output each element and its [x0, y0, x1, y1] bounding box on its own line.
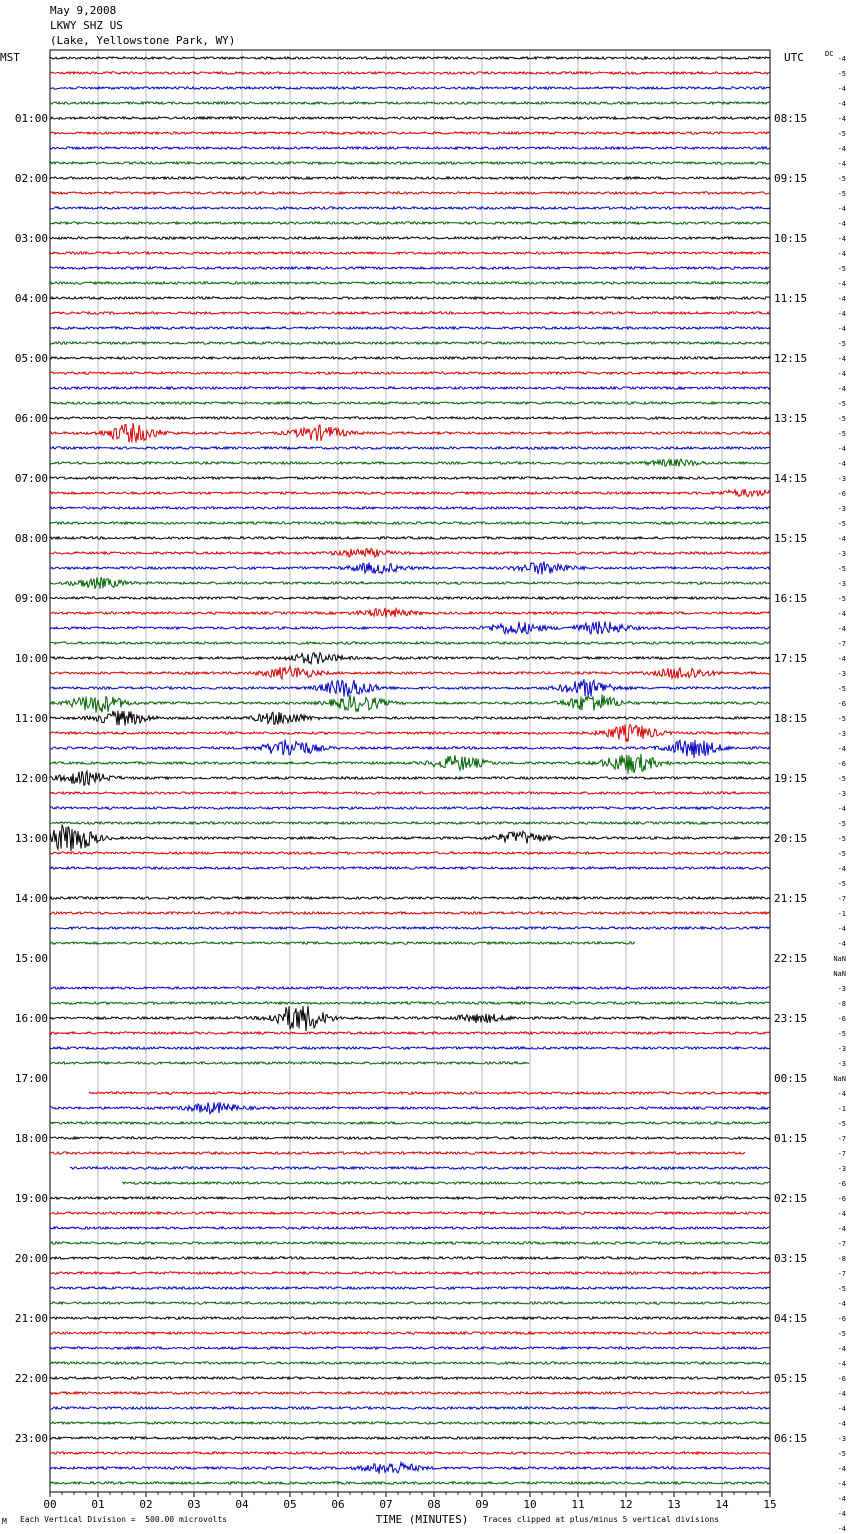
dc-offset-label: -3 [837, 790, 846, 798]
trace-line [50, 507, 770, 509]
dc-offset-label: -5 [837, 835, 846, 843]
x-tick-label: 14 [715, 1498, 729, 1511]
trace-line [50, 447, 770, 449]
title-date: May 9,2008 [50, 4, 117, 17]
trace-line [122, 1182, 770, 1184]
trace-line [50, 222, 770, 224]
dc-offset-label: -4 [837, 160, 846, 168]
dc-offset-label: -3 [837, 730, 846, 738]
dc-offset-label: -4 [837, 1225, 846, 1233]
dc-offset-label: -5 [837, 430, 846, 438]
trace-line [50, 1287, 770, 1289]
trace-line [50, 1102, 770, 1114]
trace-line [50, 695, 770, 713]
dc-offset-label: -4 [837, 385, 846, 393]
dc-offset-label: -5 [837, 880, 846, 888]
title-station: LKWY SHZ US [50, 19, 123, 32]
dc-offset-label: -3 [837, 1045, 846, 1053]
dc-offset-label: -4 [837, 1345, 846, 1353]
dc-offset-label: -4 [837, 865, 846, 873]
trace-line [50, 987, 770, 989]
trace-line [50, 1482, 770, 1484]
dc-offset-label: -3 [837, 550, 846, 558]
dc-offset-label: -5 [837, 340, 846, 348]
trace-line [50, 942, 770, 944]
trace-line [50, 327, 770, 329]
hour-label-utc: 21:15 [774, 892, 808, 905]
dc-offset-label: -4 [837, 655, 846, 663]
trace-line [50, 87, 770, 89]
dc-offset-label: -3 [837, 1165, 846, 1173]
trace-line [50, 867, 770, 869]
trace-line [50, 597, 770, 599]
trace-line [50, 608, 770, 618]
dc-offset-label: -4 [837, 235, 846, 243]
trace-line [50, 102, 770, 104]
dc-offset-label: -5 [837, 70, 846, 78]
dc-offset-label: -5 [837, 130, 846, 138]
hour-label-mst: 03:00 [14, 232, 48, 245]
hour-label-mst: 22:00 [14, 1372, 48, 1385]
left-zone-label: MST [0, 51, 20, 64]
dc-offset-label: -4 [837, 355, 846, 363]
hour-label-utc: 10:15 [774, 232, 808, 245]
hour-label-utc: 02:15 [774, 1192, 808, 1205]
trace-line [50, 549, 770, 558]
dc-offset-label: -1 [837, 1105, 846, 1113]
trace-line [50, 267, 770, 269]
trace-line [50, 357, 770, 359]
dc-offset-label: -5 [837, 1450, 846, 1458]
trace-line [50, 825, 770, 852]
trace-line [50, 423, 770, 443]
trace-line [50, 1463, 770, 1474]
dc-label: DC [825, 50, 834, 58]
dc-offset-label: -7 [837, 1240, 846, 1248]
trace-line [50, 1437, 770, 1439]
trace-line [50, 897, 770, 899]
hour-label-utc: 18:15 [774, 712, 808, 725]
dc-offset-label: -4 [837, 1420, 846, 1428]
trace-line [50, 57, 770, 59]
footer-scale-note: Each Vertical Division = 500.00 microvolts [20, 1515, 228, 1524]
dc-offset-label: -4 [837, 745, 846, 753]
dc-offset-label: -4 [837, 610, 846, 618]
dc-offset-label: -4 [837, 85, 846, 93]
dc-offset-label: -1 [837, 910, 846, 918]
trace-line [50, 852, 770, 854]
trace-line [50, 297, 770, 299]
trace-line [50, 459, 770, 466]
trace-line [50, 1002, 770, 1004]
trace-line [50, 117, 770, 119]
dc-offset-label: -4 [837, 325, 846, 333]
dc-offset-label: -4 [837, 625, 846, 633]
trace-line [50, 822, 770, 824]
x-tick-label: 05 [283, 1498, 297, 1511]
dc-offset-label: -4 [837, 115, 846, 123]
hour-label-mst: 13:00 [14, 832, 48, 845]
x-tick-label: 04 [235, 1498, 249, 1511]
trace-line [50, 666, 770, 679]
hour-label-mst: 19:00 [14, 1192, 48, 1205]
trace-line [50, 1062, 770, 1064]
hour-label-utc: 22:15 [774, 952, 808, 965]
trace-line [50, 1047, 770, 1049]
hour-label-utc: 04:15 [774, 1312, 808, 1325]
trace-line [50, 342, 770, 344]
trace-line [50, 312, 770, 314]
dc-offset-label: -4 [837, 1390, 846, 1398]
dc-offset-label: -5 [837, 595, 846, 603]
dc-offset-label: -4 [837, 805, 846, 813]
trace-line [50, 1302, 770, 1304]
dc-offset-label: -4 [837, 925, 846, 933]
trace-line [89, 1092, 770, 1094]
dc-offset-label: -4 [837, 1300, 846, 1308]
dc-offset-label: -5 [837, 400, 846, 408]
hour-label-mst: 10:00 [14, 652, 48, 665]
title-location: (Lake, Yellowstone Park, WY) [50, 34, 236, 47]
trace-line [50, 537, 770, 539]
hour-label-mst: 15:00 [14, 952, 48, 965]
dc-offset-label: -4 [837, 370, 846, 378]
dc-offset-label: -6 [837, 1315, 846, 1323]
trace-line [50, 372, 770, 374]
x-tick-label: 06 [331, 1498, 345, 1511]
trace-line [50, 711, 770, 726]
trace-line [50, 417, 770, 419]
dc-offset-label: -6 [837, 1195, 846, 1203]
trace-line [50, 72, 770, 74]
hour-label-utc: 00:15 [774, 1072, 808, 1085]
trace-line [50, 1407, 770, 1409]
dc-offset-label: -4 [837, 280, 846, 288]
dc-offset-label: -5 [837, 190, 846, 198]
trace-line [50, 1122, 770, 1124]
dc-offset-label: -5 [837, 1330, 846, 1338]
dc-offset-label: -5 [837, 820, 846, 828]
dc-offset-label: -4 [837, 250, 846, 258]
hour-label-utc: 19:15 [774, 772, 808, 785]
hour-label-mst: 23:00 [14, 1432, 48, 1445]
trace-line [50, 1362, 770, 1364]
dc-offset-label: -7 [837, 1135, 846, 1143]
x-tick-label: 11 [571, 1498, 585, 1511]
dc-offset-label: -5 [837, 715, 846, 723]
dc-offset-label: -5 [837, 850, 846, 858]
dc-offset-label: -4 [837, 1090, 846, 1098]
trace-line [50, 1032, 770, 1034]
dc-offset-label: -7 [837, 1150, 846, 1158]
hour-label-utc: 12:15 [774, 352, 808, 365]
dc-offset-label: -3 [837, 475, 846, 483]
trace-line [50, 740, 770, 758]
x-tick-label: 07 [379, 1498, 393, 1511]
trace-line [50, 132, 770, 134]
trace-line [50, 192, 770, 194]
dc-offset-label: -4 [837, 220, 846, 228]
dc-offset-label: -4 [837, 145, 846, 153]
hour-label-utc: 15:15 [774, 532, 808, 545]
dc-offset-label: -7 [837, 1270, 846, 1278]
dc-offset-label: -3 [837, 1060, 846, 1068]
dc-offset-label: -3 [837, 670, 846, 678]
dc-offset-label: -4 [837, 1210, 846, 1218]
hour-label-utc: 01:15 [774, 1132, 808, 1145]
dc-offset-label: -4 [837, 1495, 846, 1503]
trace-line [50, 207, 770, 209]
hour-label-utc: 13:15 [774, 412, 808, 425]
trace-line [50, 162, 770, 164]
dc-offset-label: -7 [837, 640, 846, 648]
hour-label-utc: 11:15 [774, 292, 808, 305]
trace-line [50, 807, 770, 809]
dc-offset-label: -3 [837, 985, 846, 993]
trace-line [50, 1452, 770, 1454]
trace-line [50, 754, 770, 774]
x-tick-label: 01 [91, 1498, 105, 1511]
trace-line [50, 282, 770, 284]
dc-offset-label: -4 [837, 460, 846, 468]
dc-offset-label: -4 [837, 55, 846, 63]
trace-line [50, 147, 770, 149]
dc-offset-label: -6 [837, 1015, 846, 1023]
dc-offset-label: NaN [833, 955, 846, 963]
trace-line [50, 725, 770, 742]
dc-offset-label: -3 [837, 580, 846, 588]
hour-label-utc: 16:15 [774, 592, 808, 605]
trace-line [50, 1227, 770, 1229]
trace-line [50, 1152, 770, 1154]
trace-line [50, 1347, 770, 1349]
trace-line [50, 177, 770, 179]
dc-offset-label: -6 [837, 700, 846, 708]
trace-line [50, 477, 770, 479]
trace-line [50, 1392, 770, 1394]
trace-line [50, 912, 770, 914]
hour-label-mst: 11:00 [14, 712, 48, 725]
footer-clip-note: Traces clipped at plus/minus 5 vertical divisions [483, 1515, 720, 1524]
hour-label-utc: 14:15 [774, 472, 808, 485]
dc-offset-label: -4 [837, 310, 846, 318]
dc-offset-label: -4 [837, 1465, 846, 1473]
hour-label-mst: 14:00 [14, 892, 48, 905]
trace-line [50, 402, 770, 404]
trace-line [50, 489, 770, 497]
hour-label-utc: 03:15 [774, 1252, 808, 1265]
dc-offset-label: -6 [837, 760, 846, 768]
dc-offset-label: -5 [837, 1285, 846, 1293]
dc-offset-label: -4 [837, 1525, 846, 1533]
dc-offset-label: -5 [837, 1030, 846, 1038]
dc-offset-label: -6 [837, 490, 846, 498]
x-tick-label: 08 [427, 1498, 441, 1511]
trace-line [50, 237, 770, 239]
dc-offset-label: -3 [837, 505, 846, 513]
x-axis-label: TIME (MINUTES) [375, 1513, 469, 1526]
hour-label-mst: 18:00 [14, 1132, 48, 1145]
trace-line [50, 1317, 770, 1319]
trace-line [50, 1242, 770, 1244]
dc-offset-label: -5 [837, 265, 846, 273]
hour-label-mst: 20:00 [14, 1252, 48, 1265]
dc-offset-label: -4 [837, 1360, 846, 1368]
dc-offset-label: -7 [837, 895, 846, 903]
x-tick-label: 02 [139, 1498, 153, 1511]
hour-label-utc: 17:15 [774, 652, 808, 665]
hour-label-mst: 07:00 [14, 472, 48, 485]
right-zone-label: UTC [784, 51, 804, 64]
hour-label-utc: 23:15 [774, 1012, 808, 1025]
hour-label-mst: 05:00 [14, 352, 48, 365]
hour-label-utc: 06:15 [774, 1432, 808, 1445]
trace-line [50, 252, 770, 254]
dc-offset-label: -5 [837, 520, 846, 528]
plot-frame [50, 50, 770, 1492]
hour-label-mst: 21:00 [14, 1312, 48, 1325]
trace-line [50, 792, 770, 794]
dc-offset-label: -4 [837, 940, 846, 948]
trace-line [50, 1197, 770, 1199]
dc-offset-label: -5 [837, 775, 846, 783]
x-tick-label: 00 [43, 1498, 57, 1511]
trace-line [50, 1272, 770, 1274]
dc-offset-label: -4 [837, 1480, 846, 1488]
hour-label-mst: 17:00 [14, 1072, 48, 1085]
dc-offset-label: -5 [837, 685, 846, 693]
dc-offset-label: -6 [837, 1180, 846, 1188]
hour-label-mst: 09:00 [14, 592, 48, 605]
hour-label-mst: 01:00 [14, 112, 48, 125]
dc-offset-label: -4 [837, 1510, 846, 1518]
dc-offset-label: -5 [837, 565, 846, 573]
hour-label-utc: 05:15 [774, 1372, 808, 1385]
trace-line [50, 927, 770, 929]
hour-label-mst: 08:00 [14, 532, 48, 545]
footer-mark: M [2, 1517, 7, 1526]
dc-offset-label: NaN [833, 1075, 846, 1083]
trace-line [50, 1006, 770, 1031]
hour-label-mst: 16:00 [14, 1012, 48, 1025]
x-tick-label: 13 [667, 1498, 681, 1511]
dc-offset-label: -5 [837, 415, 846, 423]
dc-offset-label: -8 [837, 1255, 846, 1263]
trace-line [50, 577, 770, 589]
dc-offset-label: -6 [837, 1375, 846, 1383]
dc-offset-label: -4 [837, 205, 846, 213]
hour-label-mst: 02:00 [14, 172, 48, 185]
trace-line [50, 679, 770, 697]
hour-label-utc: 20:15 [774, 832, 808, 845]
hour-label-mst: 04:00 [14, 292, 48, 305]
trace-line [50, 642, 770, 644]
trace-line [50, 1212, 770, 1214]
trace-line [50, 1422, 770, 1424]
x-tick-label: 09 [475, 1498, 489, 1511]
trace-line [50, 522, 770, 524]
trace-line [50, 562, 770, 575]
dc-offset-label: -8 [837, 1000, 846, 1008]
hour-label-utc: 09:15 [774, 172, 808, 185]
dc-offset-label: -3 [837, 1435, 846, 1443]
hour-label-utc: 08:15 [774, 112, 808, 125]
hour-label-mst: 12:00 [14, 772, 48, 785]
trace-line [70, 1167, 770, 1169]
x-tick-label: 03 [187, 1498, 201, 1511]
trace-line [50, 1137, 770, 1139]
dc-offset-label: NaN [833, 970, 846, 978]
trace-line [50, 1257, 770, 1259]
dc-offset-label: -4 [837, 100, 846, 108]
trace-line [50, 621, 770, 634]
x-tick-label: 12 [619, 1498, 633, 1511]
dc-offset-label: -4 [837, 535, 846, 543]
trace-line [50, 1332, 770, 1334]
trace-line [50, 387, 770, 389]
dc-offset-label: -4 [837, 295, 846, 303]
dc-offset-label: -4 [837, 445, 846, 453]
x-tick-label: 15 [763, 1498, 777, 1511]
trace-line [50, 771, 770, 785]
hour-label-mst: 06:00 [14, 412, 48, 425]
x-tick-label: 10 [523, 1498, 537, 1511]
dc-offset-label: -5 [837, 1120, 846, 1128]
dc-offset-label: -4 [837, 1405, 846, 1413]
dc-offset-label: -5 [837, 175, 846, 183]
trace-line [50, 1377, 770, 1379]
trace-line [50, 653, 770, 664]
